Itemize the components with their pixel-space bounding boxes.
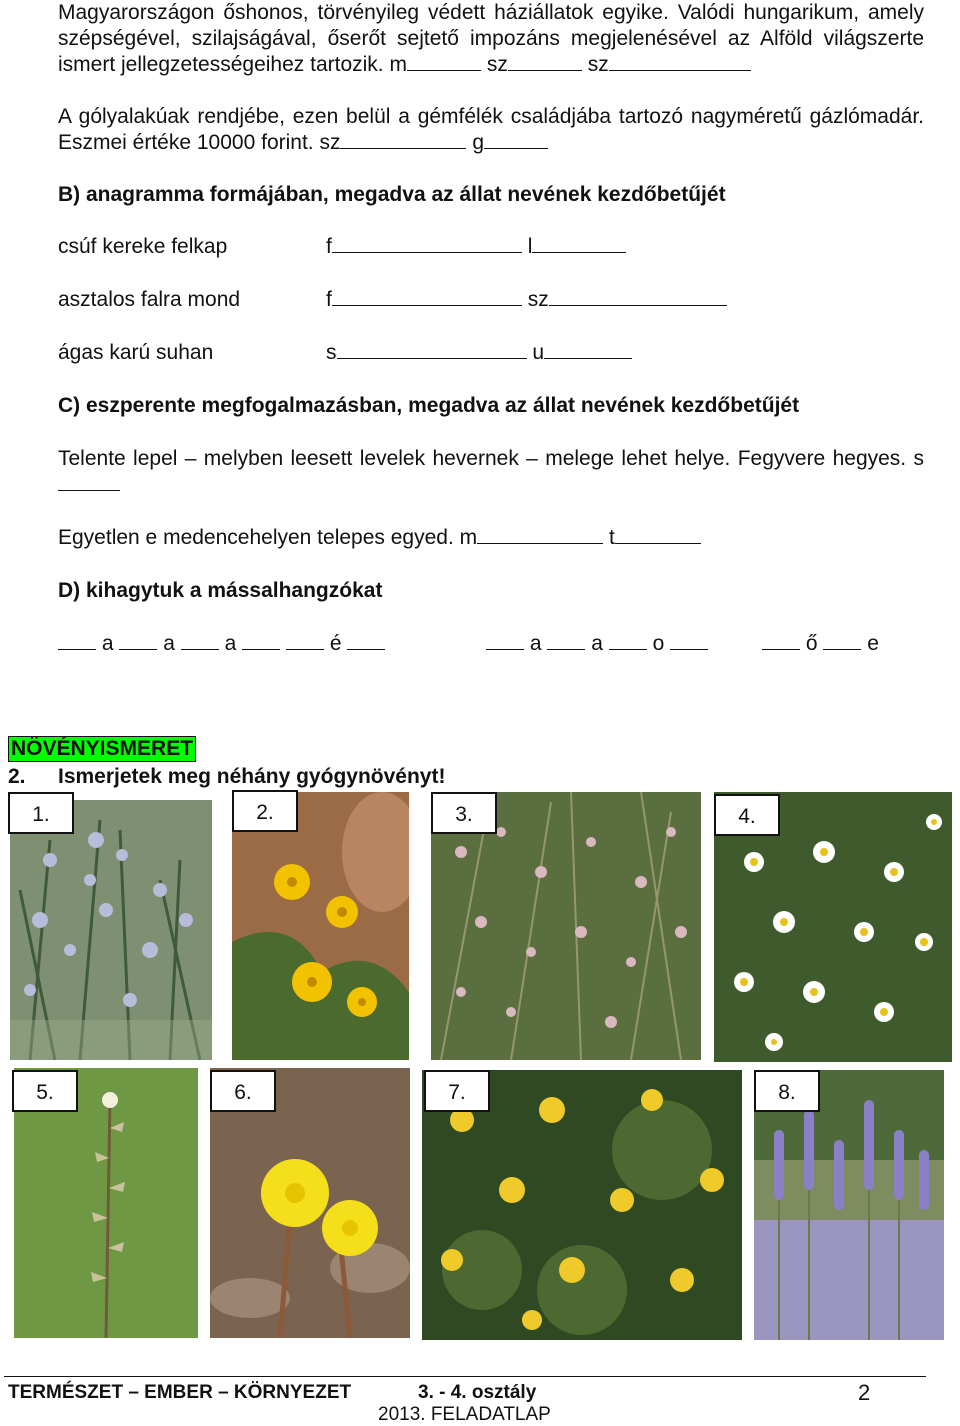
answer-blank[interactable]: [762, 631, 800, 650]
answer-blank[interactable]: [670, 631, 708, 650]
section-title-plants: NÖVÉNYISMERET: [8, 736, 196, 762]
vowel: ő: [805, 632, 818, 655]
task-number: 2.: [8, 765, 26, 788]
section-c-heading: C) eszperente megfogalmazásban, megadva az állat nevének kezdőbetűjét: [58, 394, 800, 417]
vowel: a: [224, 632, 237, 655]
answer-blank[interactable]: [332, 287, 522, 306]
answer-blank[interactable]: [58, 472, 120, 491]
anagram-3: ágas karú suhan: [58, 341, 214, 364]
photo-label-3: 3.: [431, 792, 497, 834]
photo-label-7: 7.: [424, 1070, 490, 1112]
riddle-1-text: Magyarországon őshonos, törvényileg védett háziállatok egyike. Valódi hungarikum, amely szépségével, szilajságával, őserőt sejtető impozáns megjelenésével az Alföld világszerte ismert jellegzetességeihez tartozik.: [58, 1, 924, 76]
photo-label-8: 8.: [754, 1070, 820, 1112]
vowel: a: [163, 632, 175, 655]
photo-label-4: 4.: [714, 794, 780, 836]
riddle-1: [58, 0, 924, 78]
page-number: 2: [858, 1380, 871, 1405]
section-b-heading: B) anagramma formájában, megadva az állat nevének kezdőbetűjét: [58, 183, 726, 206]
vowel: o: [652, 632, 665, 655]
task-text: Ismerjetek meg néhány gyógynövényt!: [58, 765, 446, 788]
riddle-2: [58, 104, 924, 156]
anagram-2-letter-2: sz: [527, 288, 549, 311]
answer-blank[interactable]: [477, 525, 603, 544]
photo-label-5: 5.: [12, 1070, 78, 1112]
vowel: é: [329, 632, 342, 655]
anagram-3-answer: [326, 340, 632, 366]
footer-year: 2013. FELADATLAP: [378, 1404, 551, 1425]
anagram-2-answer: [326, 287, 727, 313]
answer-blank[interactable]: [332, 234, 522, 253]
answer-blank[interactable]: [337, 340, 527, 359]
vowel: a: [529, 632, 542, 655]
riddle-2-letter-2: g: [472, 131, 485, 154]
anagram-1: csúf kereke felkap: [58, 235, 228, 258]
vowel-puzzle-2: [486, 631, 708, 657]
answer-blank[interactable]: [508, 52, 582, 71]
eszperente-1-letter: s: [913, 447, 924, 470]
answer-blank[interactable]: [615, 525, 701, 544]
answer-blank[interactable]: [484, 130, 548, 149]
footer-grade: 3. - 4. osztály: [418, 1382, 537, 1403]
vowel: a: [101, 632, 114, 655]
answer-blank[interactable]: [347, 631, 385, 650]
answer-blank[interactable]: [286, 631, 324, 650]
riddle-2-letter-1: sz: [319, 131, 341, 154]
riddle-1-letter-2: sz: [486, 53, 508, 76]
photo-label-1: 1.: [8, 792, 74, 834]
vowel: e: [867, 632, 879, 655]
answer-blank[interactable]: [340, 130, 466, 149]
answer-blank[interactable]: [532, 234, 626, 253]
photo-label-2: 2.: [232, 790, 298, 832]
anagram-2-letter-1: f: [326, 288, 332, 311]
eszperente-2-letter-1: m: [459, 526, 478, 549]
vowel: a: [591, 632, 603, 655]
footer-subject: TERMÉSZET – EMBER – KÖRNYEZET: [8, 1382, 352, 1403]
anagram-1-letter-2: l: [527, 235, 533, 258]
answer-blank[interactable]: [242, 631, 280, 650]
riddle-2-text: A gólyalakúak rendjébe, ezen belül a gémfélék családjába tartozó nagyméretű gázlómadár. Eszmei értéke 10000 forint.: [58, 105, 924, 154]
eszperente-2: [58, 525, 924, 551]
riddle-1-letter-1: m: [389, 53, 407, 76]
riddle-1-letter-3: sz: [587, 53, 609, 76]
footer-divider: [4, 1376, 926, 1377]
task-heading: [8, 764, 445, 790]
answer-blank[interactable]: [609, 631, 647, 650]
vowel-puzzle-3: [762, 631, 879, 657]
answer-blank[interactable]: [58, 631, 96, 650]
eszperente-1-text: Telente lepel – melyben leesett levelek hevernek – melege lehet helye. Fegyvere hegyes.: [58, 447, 907, 470]
anagram-3-letter-1: s: [326, 341, 337, 364]
answer-blank[interactable]: [181, 631, 219, 650]
answer-blank[interactable]: [549, 287, 727, 306]
answer-blank[interactable]: [547, 631, 585, 650]
photo-label-6: 6.: [210, 1070, 276, 1112]
anagram-2: asztalos falra mond: [58, 288, 241, 311]
answer-blank[interactable]: [119, 631, 157, 650]
answer-blank[interactable]: [407, 52, 481, 71]
eszperente-2-text: Egyetlen e medencehelyen telepes egyed.: [58, 526, 454, 549]
photo-rosemary: [10, 800, 212, 1060]
anagram-1-answer: [326, 234, 626, 260]
answer-blank[interactable]: [823, 631, 861, 650]
answer-blank[interactable]: [486, 631, 524, 650]
anagram-1-letter-1: f: [326, 235, 332, 258]
section-d-heading: D) kihagytuk a mássalhangzókat: [58, 579, 383, 602]
vowel-puzzle-1: [58, 631, 385, 657]
answer-blank[interactable]: [544, 340, 632, 359]
anagram-3-letter-2: u: [532, 341, 545, 364]
eszperente-2-letter-2: t: [608, 526, 615, 549]
eszperente-1: [58, 446, 924, 498]
answer-blank[interactable]: [609, 52, 751, 71]
